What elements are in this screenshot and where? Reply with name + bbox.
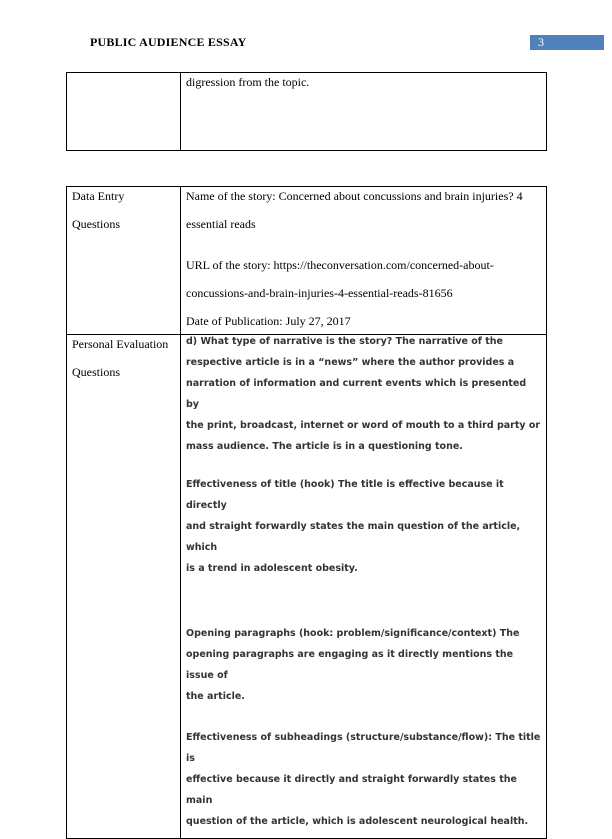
paragraph-narrative-type <box>186 335 541 457</box>
row-label-line: Personal Evaluation <box>72 337 169 351</box>
paragraph-line: narration of information and current events which is presented by <box>186 378 527 410</box>
paragraph-line: Effectiveness of title (hook) The title is effective because it directly <box>186 479 504 511</box>
publication-date: Date of Publication: July 27, 2017 <box>186 314 351 328</box>
data-entry-content <box>181 187 547 335</box>
story-name-line: Name of the story: Concerned about concussions and brain injuries? 4 <box>186 189 523 203</box>
cell-text: digression from the topic. <box>186 75 310 89</box>
paragraph-line: mass audience. The article is in a questioning tone. <box>186 441 463 452</box>
paragraph-line: and straight forwardly states the main question of the article, which <box>186 521 521 553</box>
row-label-line: Questions <box>72 217 120 231</box>
paragraph-line: effective because it directly and straight forwardly states the main <box>186 774 517 806</box>
paragraph-subheadings <box>186 727 541 832</box>
table-row <box>67 73 547 151</box>
story-url-line: URL of the story: https://theconversation.com/concerned-about- <box>186 258 494 272</box>
table-cell-label <box>67 73 181 151</box>
row-label-line: Data Entry <box>72 189 125 203</box>
table-row <box>67 187 547 335</box>
paragraph-line: opening paragraphs are engaging as it directly mentions the issue of <box>186 649 514 681</box>
personal-evaluation-content <box>181 335 547 839</box>
paragraph-line: the article. <box>186 691 245 702</box>
table-cell-content <box>181 73 547 151</box>
paragraph-line: d) What type of narrative is the story? The narrative of the <box>186 336 503 347</box>
paragraph-line: respective article is in a “news” where the author provides a <box>186 357 515 368</box>
continuation-table <box>66 72 547 151</box>
paragraph-title-effectiveness <box>186 474 541 579</box>
row-label-line: Questions <box>72 365 120 379</box>
page-number: 3 <box>530 35 604 50</box>
row-label-data-entry <box>67 187 181 335</box>
paragraph-line: the print, broadcast, internet or word of mouth to a third party or <box>186 420 541 431</box>
running-header-title: PUBLIC AUDIENCE ESSAY <box>90 35 247 49</box>
row-label-personal-evaluation <box>67 335 181 839</box>
story-name-line: essential reads <box>186 217 256 231</box>
paragraph-opening <box>186 623 541 707</box>
table-row <box>67 335 547 839</box>
evaluation-table <box>66 186 547 839</box>
paragraph-line: Effectiveness of subheadings (structure/substance/flow): The title is <box>186 732 541 764</box>
paragraph-line: is a trend in adolescent obesity. <box>186 563 358 574</box>
paragraph-line: question of the article, which is adolescent neurological health. <box>186 816 529 827</box>
paragraph-line: Opening paragraphs (hook: problem/significance/context) The <box>186 628 520 639</box>
story-url-line: concussions-and-brain-injuries-4-essential-reads-81656 <box>186 286 453 300</box>
